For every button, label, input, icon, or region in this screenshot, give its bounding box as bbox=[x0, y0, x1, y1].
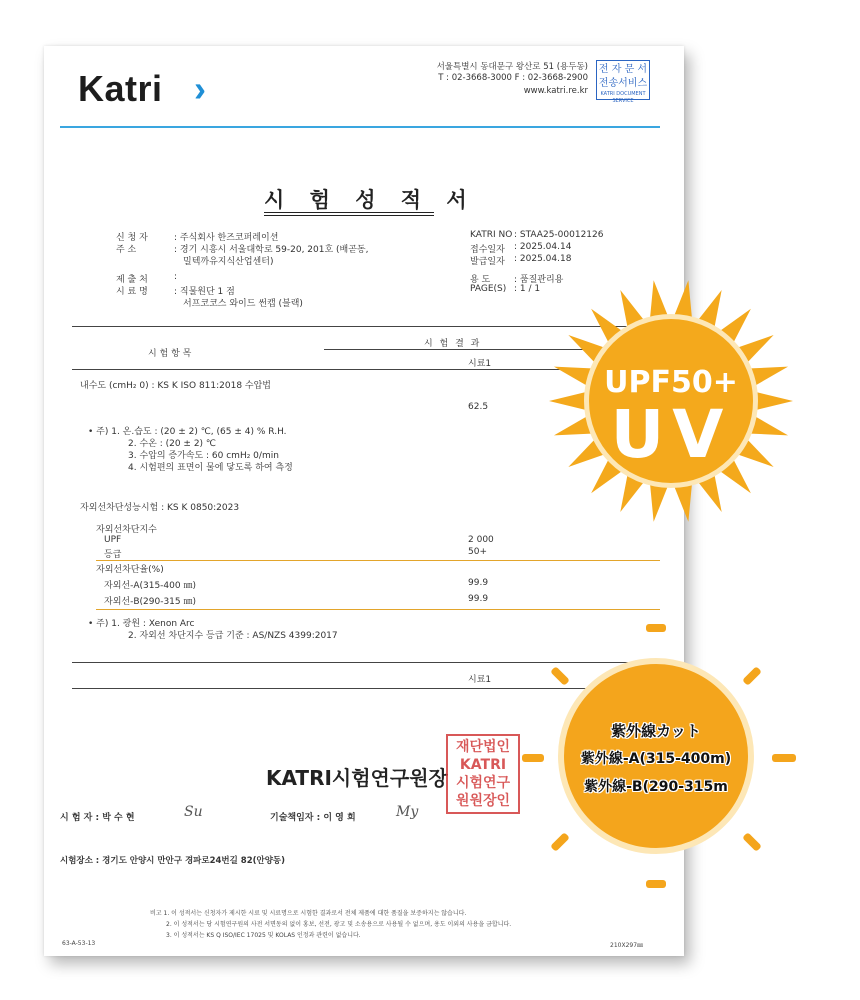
katri-logo: Katri bbox=[78, 68, 163, 109]
seal-line3: 시험연구 bbox=[455, 775, 511, 791]
note2-line2: 2. 자외선 차단지수 등급 기준 : AS/NZS 4399:2017 bbox=[128, 631, 338, 641]
uv-highlight-rule-top bbox=[96, 560, 660, 561]
uva-label: 자외선-A(315-400 ㎚) bbox=[104, 581, 196, 591]
upf-label: UPF bbox=[104, 535, 122, 545]
footnote-2: 2. 이 성적서는 당 시험연구원의 사전 서면동의 없이 홍보, 선전, 광고 및 소송용으로 사용될 수 없으며, 용도 이외의 사용을 금합니다. bbox=[166, 921, 512, 928]
sun-ray bbox=[772, 754, 796, 762]
note2-line1: • 주) 1. 광원 : Xenon Arc bbox=[88, 619, 195, 629]
seal-line4: 원원장인 bbox=[455, 793, 511, 809]
grade-label: 등급 bbox=[104, 550, 122, 560]
tech-manager-signature: My bbox=[396, 804, 419, 820]
note1-line4: 4. 시험편의 표면이 물에 닿도록 하여 측정 bbox=[128, 463, 293, 473]
test-location: 시험장소 : 경기도 안양시 만안구 경파로24번길 82(안양동) bbox=[60, 856, 286, 866]
header-website: www.katri.re.kr bbox=[523, 86, 588, 96]
applicant-address-label: 주 소 bbox=[116, 245, 137, 255]
water-test-label: 내수도 (cmH₂ 0) : KS K ISO 811:2018 수압법 bbox=[80, 381, 272, 391]
paper-size: 210X297㎜ bbox=[610, 942, 644, 949]
uv-cut-uva: 紫外線-A(315-400m) bbox=[580, 751, 732, 767]
uva-value: 99.9 bbox=[468, 578, 489, 588]
upf-badge-label: UPF50+ bbox=[604, 365, 738, 400]
document-title: 시 험 성 적 서 bbox=[264, 188, 476, 212]
header-phone-fax: T : 02-3668-3000 F : 02-3668-2900 bbox=[438, 73, 588, 83]
col-result-header: 시 험 결 과 bbox=[424, 339, 482, 349]
institute-name: KATRI시험연구원장 bbox=[266, 766, 448, 790]
applicant-address-value: : 경기 시흥시 서울대학로 59-20, 201호 (배곧동, bbox=[174, 245, 369, 255]
purpose-label: 용 도 bbox=[470, 275, 491, 285]
title-underline bbox=[264, 212, 434, 213]
uv-index-label: 자외선차단지수 bbox=[96, 525, 157, 535]
table-bottom-rule bbox=[72, 662, 660, 663]
issued-label: 발급일자 bbox=[470, 257, 505, 267]
sun-ray bbox=[742, 832, 762, 852]
uv-badge-label: UV bbox=[610, 396, 732, 473]
uv-cut-uvb: 紫外線-B(290-315m bbox=[584, 779, 728, 795]
eservice-line2: 전송서비스 bbox=[598, 78, 648, 89]
col-sample-header: 시료1 bbox=[468, 359, 492, 369]
applicant-name-value: : 주식회사 한즈코퍼레이션 bbox=[174, 233, 279, 243]
tech-manager-label: 기술책임자 : 이 영 희 bbox=[270, 813, 356, 823]
table-end-rule bbox=[72, 688, 660, 689]
sample-footer-label: 시료1 bbox=[468, 675, 492, 685]
eservice-stamp bbox=[596, 60, 650, 104]
note1-line1: • 주) 1. 온.습도 : (20 ± 2) ℃, (65 ± 4) % R.H. bbox=[88, 427, 287, 437]
sun-ray bbox=[646, 624, 666, 632]
sunburst-ray bbox=[674, 280, 691, 317]
sun-ray bbox=[646, 880, 666, 888]
header-address: 서울특별시 동대문구 왕산로 51 (용두동) bbox=[436, 62, 588, 72]
seal-line1: 재단법인 bbox=[455, 739, 511, 755]
footnote-1: 비고 1. 이 성적서는 신청자가 제시한 시료 및 시료명으로 시험한 결과로서 전체 제품에 대한 품질을 보증하지는 않습니다. bbox=[150, 910, 467, 917]
purpose-value: : 품질관리용 bbox=[514, 275, 564, 285]
received-label: 접수일자 bbox=[470, 245, 505, 255]
sample-value-2: 서프코코스 와이드 썬캡 (블랙) bbox=[183, 299, 303, 309]
chevron-right-icon: › bbox=[194, 68, 206, 109]
sunburst-ray bbox=[549, 392, 585, 410]
note1-line3: 3. 수압의 증가속도 : 60 cmH₂ 0/min bbox=[128, 451, 279, 461]
grade-value: 50+ bbox=[468, 547, 487, 557]
upf-value: 2 000 bbox=[468, 535, 494, 545]
issued-value: : 2025.04.18 bbox=[514, 254, 572, 264]
col-item-header: 시 험 항 목 bbox=[148, 349, 192, 359]
note1-line2: 2. 수온 : (20 ± 2) ℃ bbox=[128, 439, 217, 449]
water-test-value: 62.5 bbox=[468, 402, 489, 412]
uv-rate-label: 자외선차단율(%) bbox=[96, 565, 164, 575]
uvb-label: 자외선-B(290-315 ㎚) bbox=[104, 597, 196, 607]
sample-value: : 직물원단 1 점 bbox=[174, 287, 235, 297]
applicant-name-label: 신 청 자 bbox=[116, 233, 148, 243]
form-code: 63-A-53-13 bbox=[62, 940, 96, 947]
sunburst-ray bbox=[650, 280, 667, 317]
eservice-line1: 전 자 문 서 bbox=[598, 64, 648, 75]
maker-label: 제 출 처 bbox=[116, 275, 148, 285]
eservice-small: KATRI DOCUMENT SERVICE bbox=[600, 91, 646, 104]
katri-no-value: : STAA25-00012126 bbox=[514, 230, 604, 240]
sample-label: 시 료 명 bbox=[116, 287, 148, 297]
sun-ray bbox=[522, 754, 544, 762]
received-value: : 2025.04.14 bbox=[514, 242, 572, 252]
uvb-value: 99.9 bbox=[468, 594, 489, 604]
sun-ray bbox=[742, 666, 762, 686]
sunburst-ray bbox=[674, 484, 691, 521]
tester-signature: Su bbox=[184, 804, 203, 820]
header-divider bbox=[60, 126, 660, 128]
katri-no-label: KATRI NO bbox=[470, 230, 513, 240]
sunburst-ray bbox=[650, 484, 667, 521]
applicant-address-value-2: 밀텍까유지식산업센터) bbox=[183, 257, 274, 267]
page-value: : 1 / 1 bbox=[514, 284, 541, 294]
page-label: PAGE(S) bbox=[470, 284, 507, 294]
sunburst-ray bbox=[757, 392, 793, 410]
uv-cut-title: 紫外線カット bbox=[611, 722, 701, 740]
uv-highlight-rule-bottom bbox=[96, 609, 660, 610]
seal-line2: KATRI bbox=[459, 757, 507, 773]
title-underline-2 bbox=[264, 215, 434, 216]
maker-value: : bbox=[174, 272, 178, 282]
tester-label: 시 험 자 : 박 수 현 bbox=[60, 813, 135, 823]
footnote-3: 3. 이 성적서는 KS Q ISO/IEC 17025 및 KOLAS 인정과 관련이 없습니다. bbox=[166, 932, 361, 939]
uv-test-label: 자외선차단성능시험 : KS K 0850:2023 bbox=[80, 503, 240, 513]
official-seal bbox=[446, 734, 520, 814]
